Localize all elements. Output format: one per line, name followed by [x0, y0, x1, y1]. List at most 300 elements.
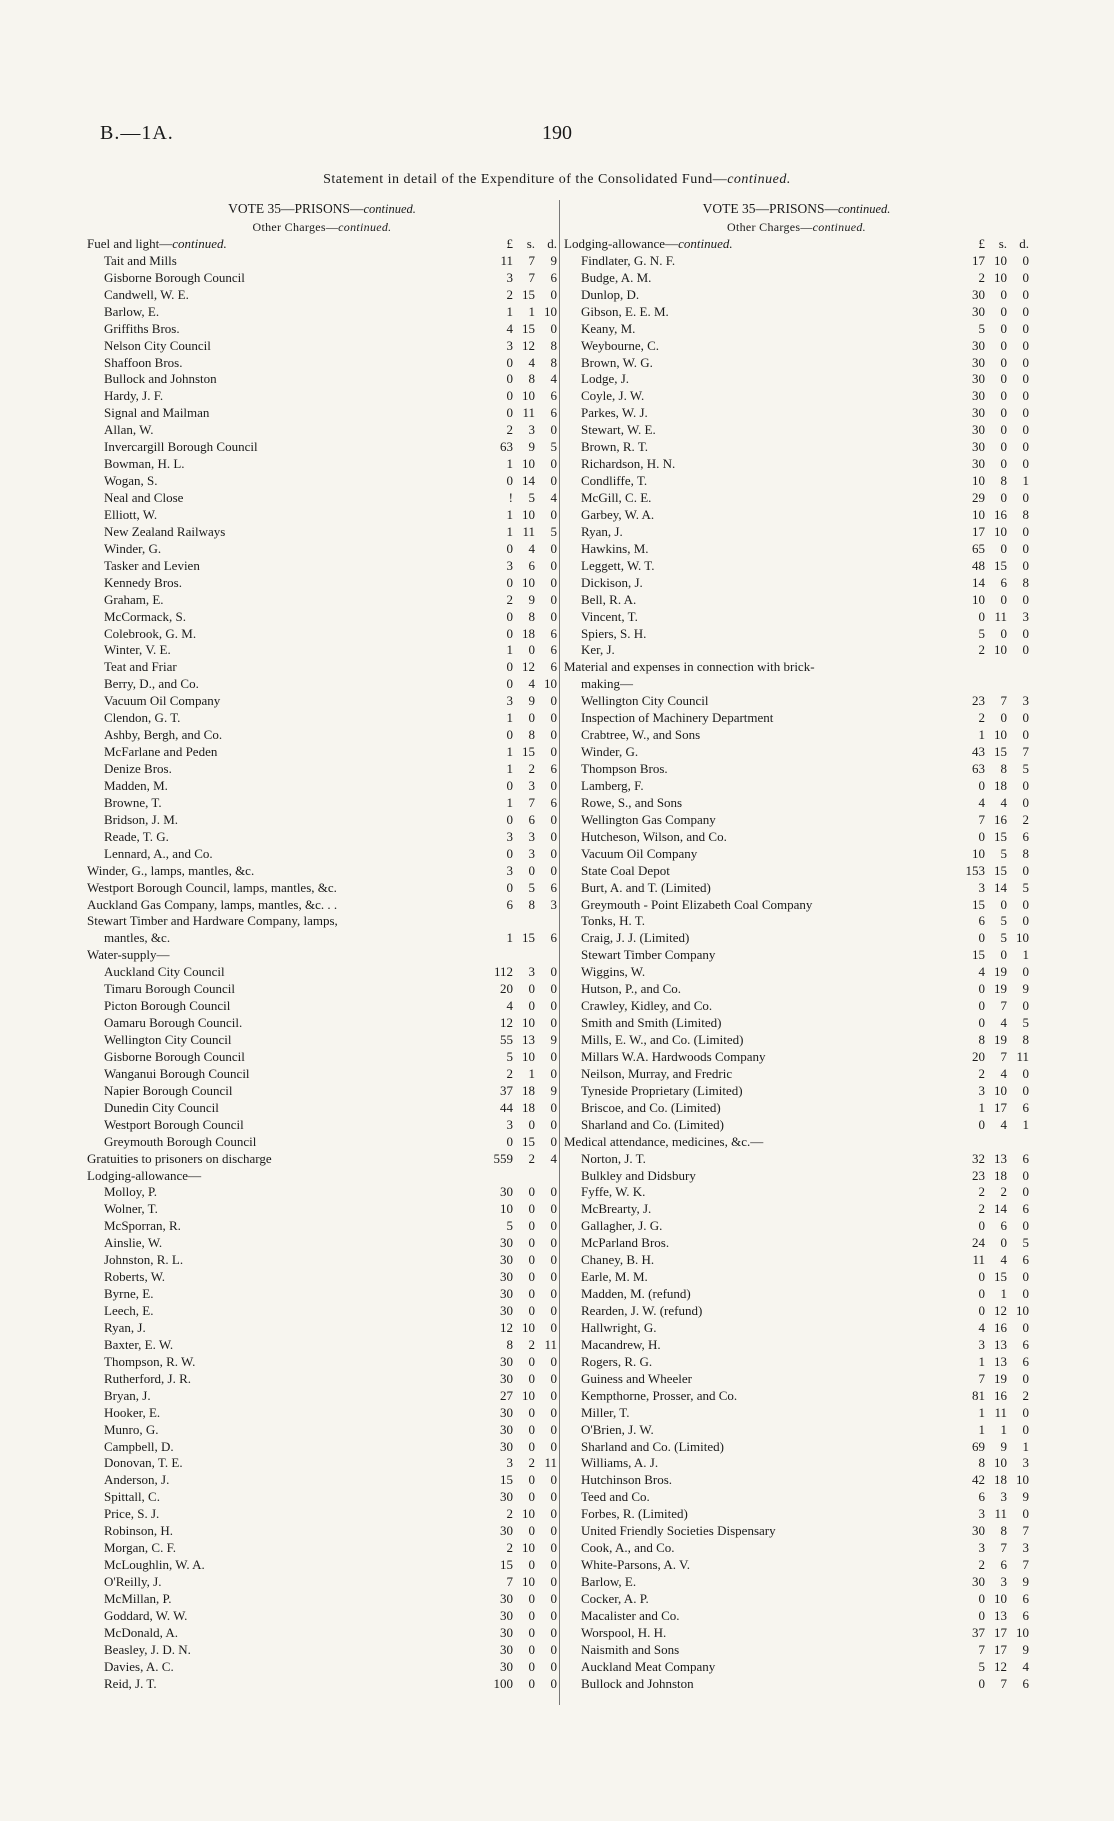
expenditure-row	[87, 524, 557, 541]
pence-cell: 6	[550, 761, 557, 777]
amount	[483, 964, 557, 981]
row-name: Rutherford, J. R.	[104, 1370, 192, 1386]
expenditure-row	[564, 270, 1029, 287]
amount	[483, 236, 557, 253]
pence-cell: 0	[550, 1184, 557, 1200]
pence-cell: 0	[1022, 269, 1029, 285]
row-name: Winter, V. E.	[104, 642, 171, 658]
shillings-cell: 5	[528, 879, 535, 895]
amount	[483, 829, 557, 846]
amount	[955, 507, 1029, 524]
shillings-cell: 0	[1000, 337, 1007, 353]
amount	[483, 253, 557, 270]
row-name: Hardy, J. F.	[104, 388, 164, 404]
pounds-cell: 30	[972, 1574, 985, 1590]
row-name: Miller, T.	[581, 1404, 630, 1420]
expenditure-row	[87, 1015, 557, 1032]
pence-cell: 6	[550, 388, 557, 404]
expenditure-row	[564, 1506, 1029, 1523]
amount	[483, 1625, 557, 1642]
shillings-cell: 1	[1000, 1421, 1007, 1437]
shillings-cell: 15	[522, 320, 535, 336]
expenditure-row	[87, 388, 557, 405]
shillings-cell: 5	[528, 490, 535, 506]
row-name: Ainslie, W.	[104, 1235, 163, 1251]
pounds-cell: 0	[506, 371, 513, 387]
row-name: Browne, T.	[104, 794, 162, 810]
row-label	[87, 1218, 483, 1235]
expenditure-row	[87, 812, 557, 829]
pence-cell: 6	[550, 659, 557, 675]
amount	[483, 355, 557, 372]
row-label	[87, 490, 483, 507]
expenditure-row	[87, 1286, 557, 1303]
amount	[483, 998, 557, 1015]
pounds-cell: 0	[978, 981, 985, 997]
shillings-cell: 10	[522, 1540, 535, 1556]
expenditure-row	[87, 1049, 557, 1066]
shillings-cell: 19	[994, 1032, 1007, 1048]
expenditure-row	[87, 981, 557, 998]
pounds-cell: 63	[972, 761, 985, 777]
shillings-cell: 0	[528, 862, 535, 878]
pounds-cell: 3	[506, 1455, 513, 1471]
row-label	[564, 1320, 955, 1337]
amount	[955, 1032, 1029, 1049]
shillings-cell: 18	[994, 777, 1007, 793]
amount	[955, 1608, 1029, 1625]
row-label	[564, 1676, 955, 1693]
amount	[483, 1151, 557, 1168]
category-row	[87, 897, 557, 914]
shillings-cell: 0	[528, 1472, 535, 1488]
row-name: McDonald, A.	[104, 1624, 179, 1640]
row-label	[87, 253, 483, 270]
row-label	[87, 609, 483, 626]
pence-cell: 0	[1022, 252, 1029, 268]
pounds-cell: 1	[506, 642, 513, 658]
row-name: Parkes, W. J.	[581, 405, 648, 421]
expenditure-row	[564, 643, 1029, 660]
pounds-cell: 44	[500, 1099, 513, 1115]
right-entries	[564, 236, 1029, 1693]
pounds-cell: 15	[500, 1472, 513, 1488]
row-label	[87, 913, 483, 930]
row-label	[564, 1540, 955, 1557]
pounds-cell: 48	[972, 557, 985, 573]
pounds-cell: 8	[978, 1032, 985, 1048]
amount	[483, 1066, 557, 1083]
amount	[483, 1405, 557, 1422]
expenditure-row	[87, 964, 557, 981]
expenditure-row	[87, 592, 557, 609]
amount	[955, 1439, 1029, 1456]
pounds-cell: 10	[500, 1201, 513, 1217]
row-label	[564, 338, 955, 355]
expenditure-row	[564, 998, 1029, 1015]
amount	[955, 1083, 1029, 1100]
row-label	[564, 473, 955, 490]
row-name: Kennedy Bros.	[104, 574, 182, 590]
amount	[483, 897, 557, 914]
shillings-cell: 15	[994, 1269, 1007, 1285]
pence-cell: 9	[550, 252, 557, 268]
shillings-cell: 9	[528, 591, 535, 607]
pence-cell: 0	[1022, 286, 1029, 302]
expenditure-row	[564, 727, 1029, 744]
amount	[955, 1320, 1029, 1337]
row-name: Spittall, C.	[104, 1489, 160, 1505]
pounds-cell: 30	[500, 1421, 513, 1437]
amount	[955, 1354, 1029, 1371]
category-row	[87, 863, 557, 880]
expenditure-row	[87, 1540, 557, 1557]
shillings-cell: 15	[522, 286, 535, 302]
pence-cell: 0	[1022, 642, 1029, 658]
shillings-cell: 17	[994, 1099, 1007, 1115]
row-name: McMillan, P.	[104, 1590, 172, 1606]
row-name: Lamberg, F.	[581, 777, 644, 793]
pounds-cell: 2	[978, 1065, 985, 1081]
expenditure-row	[564, 1185, 1029, 1202]
shillings-cell: 0	[1000, 540, 1007, 556]
pence-cell: 4	[550, 1150, 557, 1166]
amount	[483, 1015, 557, 1032]
amount	[955, 981, 1029, 998]
pence-cell: 0	[550, 540, 557, 556]
pence-cell: 0	[550, 1506, 557, 1522]
row-name: Stewart, W. E.	[581, 422, 656, 438]
row-label	[564, 405, 955, 422]
pence-cell: 0	[550, 1624, 557, 1640]
row-label	[87, 1371, 483, 1388]
expenditure-row	[564, 1286, 1029, 1303]
expenditure-row	[87, 304, 557, 321]
title-italic: continued.	[727, 172, 791, 187]
pounds-cell: 3	[978, 1540, 985, 1556]
shillings-cell: 0	[528, 1184, 535, 1200]
shillings-cell: 6	[1000, 574, 1007, 590]
pence-cell: 10	[544, 676, 557, 692]
amount	[955, 1151, 1029, 1168]
amount	[955, 1286, 1029, 1303]
pence-cell: 5	[1022, 1235, 1029, 1251]
other-charges-italic: continued.	[338, 220, 392, 234]
expenditure-row	[87, 1066, 557, 1083]
amount	[955, 829, 1029, 846]
row-label	[87, 1184, 483, 1201]
shillings-cell: 10	[522, 574, 535, 590]
shillings-cell: 10	[522, 1015, 535, 1031]
pounds-cell: 2	[978, 710, 985, 726]
pence-cell: 1	[1022, 947, 1029, 963]
pence-cell: 0	[550, 1252, 557, 1268]
row-label	[87, 558, 483, 575]
row-label	[564, 592, 955, 609]
shillings-cell: 8	[528, 371, 535, 387]
expenditure-row	[564, 778, 1029, 795]
pence-cell: 0	[550, 473, 557, 489]
row-label	[87, 710, 483, 727]
expenditure-row	[87, 1439, 557, 1456]
row-label	[87, 1523, 483, 1540]
pounds-cell: 0	[506, 625, 513, 641]
pence-cell: 6	[550, 269, 557, 285]
row-label	[87, 1134, 483, 1151]
category-row	[87, 914, 557, 931]
amount	[955, 355, 1029, 372]
row-name: Hooker, E.	[104, 1404, 161, 1420]
pence-cell: 0	[550, 1607, 557, 1623]
pounds-cell: 0	[506, 388, 513, 404]
pence-cell: 0	[1022, 625, 1029, 641]
row-label	[564, 1337, 955, 1354]
pence-cell: 6	[1022, 1590, 1029, 1606]
shillings-cell: 12	[522, 659, 535, 675]
pounds-cell: 1	[506, 456, 513, 472]
row-name: Signal and Mailman	[104, 405, 210, 421]
pence-cell: 0	[1022, 490, 1029, 506]
pence-cell: 0	[1022, 727, 1029, 743]
row-name: Lodging-allowance—	[87, 1167, 202, 1183]
row-label	[564, 1422, 955, 1439]
pence-cell: 10	[1016, 1303, 1029, 1319]
amount	[955, 490, 1029, 507]
pounds-cell: 7	[978, 1370, 985, 1386]
amount	[955, 795, 1029, 812]
pence-cell: 0	[1022, 1286, 1029, 1302]
pence-cell: 0	[550, 1099, 557, 1115]
amount	[483, 1269, 557, 1286]
pounds-cell: 30	[500, 1489, 513, 1505]
row-name: Vincent, T.	[581, 608, 638, 624]
pence-cell: 5	[1022, 761, 1029, 777]
pounds-cell: 0	[978, 1269, 985, 1285]
row-label	[87, 507, 483, 524]
pounds-cell: 0	[506, 608, 513, 624]
expenditure-row	[87, 659, 557, 676]
amount	[483, 1574, 557, 1591]
shillings-cell: 8	[1000, 473, 1007, 489]
pence-cell: 1	[1022, 1438, 1029, 1454]
shillings-cell: 2	[528, 761, 535, 777]
row-name: Ker, J.	[581, 642, 615, 658]
expenditure-row	[564, 1456, 1029, 1473]
amount	[483, 778, 557, 795]
row-name: Madden, M. (refund)	[581, 1286, 691, 1302]
row-label	[87, 1591, 483, 1608]
expenditure-row	[564, 422, 1029, 439]
row-label	[564, 1184, 955, 1201]
row-label	[87, 1151, 483, 1168]
expenditure-row	[564, 609, 1029, 626]
row-label	[87, 1100, 483, 1117]
expenditure-row	[87, 1371, 557, 1388]
pence-cell: 0	[550, 981, 557, 997]
shillings-cell: 0	[528, 1303, 535, 1319]
pounds-cell: 0	[978, 1590, 985, 1606]
row-name: Sharland and Co. (Limited)	[581, 1116, 724, 1132]
pence-cell: d.	[1019, 235, 1029, 251]
expenditure-row	[564, 626, 1029, 643]
row-name: Baxter, E. W.	[104, 1336, 174, 1352]
amount	[483, 422, 557, 439]
expenditure-row	[87, 1201, 557, 1218]
row-label	[564, 964, 955, 981]
pounds-cell: 5	[978, 1658, 985, 1674]
category-row	[564, 236, 1029, 253]
row-name: Thompson Bros.	[581, 761, 668, 777]
pounds-cell: 4	[506, 320, 513, 336]
amount	[955, 1371, 1029, 1388]
shillings-cell: 10	[994, 252, 1007, 268]
row-label	[564, 1269, 955, 1286]
amount	[955, 1574, 1029, 1591]
row-label	[564, 1354, 955, 1371]
amount	[955, 575, 1029, 592]
row-name: Tasker and Levien	[104, 557, 200, 573]
amount	[955, 1659, 1029, 1676]
shillings-cell: 15	[994, 828, 1007, 844]
shillings-cell: 4	[1000, 1015, 1007, 1031]
pounds-cell: 30	[500, 1269, 513, 1285]
row-label	[87, 812, 483, 829]
vote-heading-italic: continued.	[837, 202, 891, 216]
pence-cell: 0	[550, 1353, 557, 1369]
shillings-cell: 4	[1000, 1065, 1007, 1081]
pence-cell: 6	[550, 642, 557, 658]
pence-cell: 0	[1022, 862, 1029, 878]
shillings-cell: 0	[528, 1201, 535, 1217]
shillings-cell: 0	[1000, 286, 1007, 302]
pounds-cell: 0	[506, 879, 513, 895]
pence-cell: 7	[1022, 744, 1029, 760]
shillings-cell: 7	[528, 269, 535, 285]
expenditure-row	[87, 778, 557, 795]
row-name: Leggett, W. T.	[581, 557, 655, 573]
amount	[483, 338, 557, 355]
pounds-cell: 30	[500, 1286, 513, 1302]
pence-cell: 0	[1022, 998, 1029, 1014]
left-entries	[87, 236, 557, 1693]
pounds-cell: 23	[972, 1167, 985, 1183]
pounds-cell: 6	[978, 913, 985, 929]
pounds-cell: 2	[978, 269, 985, 285]
row-name: Bulkley and Didsbury	[581, 1167, 696, 1183]
amount	[955, 1557, 1029, 1574]
shillings-cell: 1	[1000, 1286, 1007, 1302]
shillings-cell: 5	[1000, 845, 1007, 861]
shillings-cell: 3	[528, 422, 535, 438]
pence-cell: 8	[1022, 574, 1029, 590]
pence-cell: 0	[550, 828, 557, 844]
row-label	[87, 964, 483, 981]
row-name: Griffiths Bros.	[104, 320, 180, 336]
pence-cell: 3	[1022, 693, 1029, 709]
shillings-cell: 3	[528, 964, 535, 980]
shillings-cell: 18	[522, 625, 535, 641]
row-name: Oamaru Borough Council.	[104, 1015, 243, 1031]
expenditure-row	[87, 998, 557, 1015]
pence-cell: 4	[550, 490, 557, 506]
row-label	[564, 236, 955, 253]
shillings-cell: 10	[994, 1590, 1007, 1606]
amount	[955, 558, 1029, 575]
pounds-cell: 1	[506, 744, 513, 760]
pounds-cell: 1	[506, 761, 513, 777]
pence-cell: 0	[550, 1590, 557, 1606]
row-name: Robinson, H.	[104, 1523, 173, 1539]
row-name: Westport Borough Council, lamps, mantles, &c.	[87, 879, 337, 895]
shillings-cell: 0	[1000, 710, 1007, 726]
row-label	[564, 710, 955, 727]
shillings-cell: 17	[994, 1641, 1007, 1657]
expenditure-row	[87, 609, 557, 626]
shillings-cell: 18	[994, 1472, 1007, 1488]
row-name: Denize Bros.	[104, 761, 172, 777]
category-row	[87, 1151, 557, 1168]
row-name: Bullock and Johnston	[104, 371, 217, 387]
expenditure-row	[564, 693, 1029, 710]
row-label	[564, 1472, 955, 1489]
expenditure-row	[87, 676, 557, 693]
row-name: Spiers, S. H.	[581, 625, 647, 641]
expenditure-row	[564, 710, 1029, 727]
row-name: New Zealand Railways	[104, 523, 226, 539]
amount	[483, 1523, 557, 1540]
row-name-italic: continued.	[678, 235, 733, 251]
amount	[955, 693, 1029, 710]
pence-cell: 0	[550, 456, 557, 472]
pence-cell: 0	[1022, 540, 1029, 556]
amount	[483, 1591, 557, 1608]
shillings-cell: 8	[528, 608, 535, 624]
pounds-cell: 14	[972, 574, 985, 590]
amount	[483, 727, 557, 744]
expenditure-row	[564, 1472, 1029, 1489]
pounds-cell: 30	[500, 1184, 513, 1200]
pounds-cell: 2	[506, 1065, 513, 1081]
pence-cell: 0	[550, 1523, 557, 1539]
row-name: Gibson, E. E. M.	[581, 303, 669, 319]
pounds-cell: 2	[506, 1540, 513, 1556]
row-name: Wellington City Council	[104, 1032, 232, 1048]
expenditure-row	[564, 1100, 1029, 1117]
expenditure-row	[87, 1100, 557, 1117]
category-row	[87, 1168, 557, 1185]
expenditure-row	[87, 321, 557, 338]
row-name: Kempthorne, Prosser, and Co.	[581, 1387, 738, 1403]
amount	[955, 388, 1029, 405]
pence-cell: 9	[1022, 1574, 1029, 1590]
amount	[483, 609, 557, 626]
amount	[955, 761, 1029, 778]
row-label	[87, 1557, 483, 1574]
pounds-cell: 30	[500, 1607, 513, 1623]
row-name: Teed and Co.	[581, 1489, 650, 1505]
shillings-cell: 4	[1000, 1252, 1007, 1268]
expenditure-row	[87, 693, 557, 710]
expenditure-row	[564, 439, 1029, 456]
amount	[483, 761, 557, 778]
row-name: Coyle, J. W.	[581, 388, 645, 404]
row-label	[87, 1015, 483, 1032]
expenditure-row	[564, 761, 1029, 778]
shillings-cell: 0	[528, 1252, 535, 1268]
row-label	[87, 1252, 483, 1269]
row-name: Wogan, S.	[104, 473, 158, 489]
amount	[483, 1659, 557, 1676]
